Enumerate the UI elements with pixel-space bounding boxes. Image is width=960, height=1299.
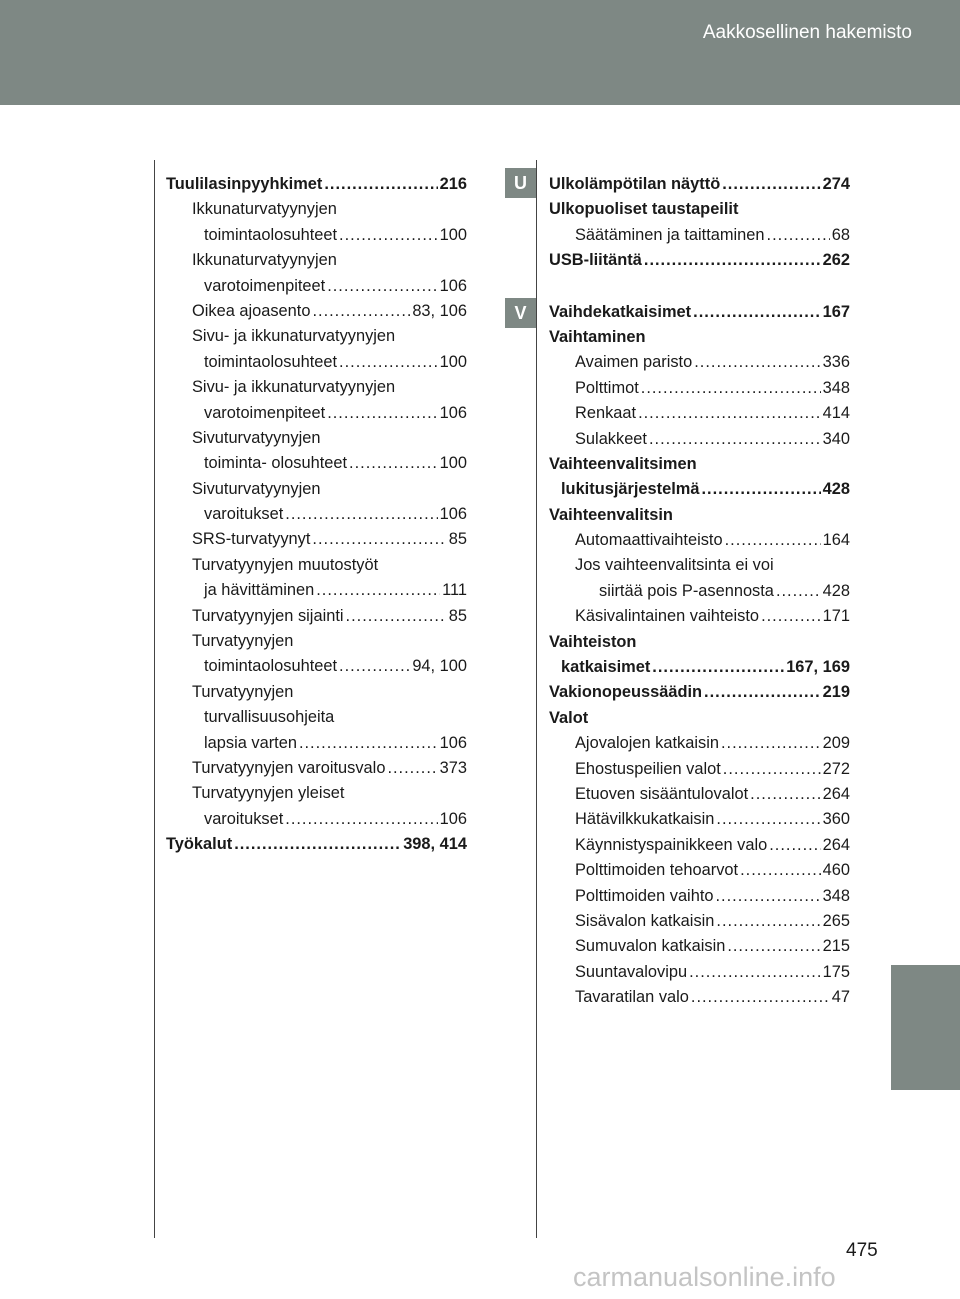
index-entry-label: Ulkolämpötilan näyttö — [549, 175, 721, 193]
header-title: Aakkosellinen hakemisto — [702, 22, 912, 43]
index-entry-label: Polttimot — [575, 378, 639, 397]
index-entry-label: Tuulilasinpyyhkimet — [166, 175, 323, 193]
index-entry-page: 111 — [442, 581, 467, 600]
index-entry-label: lukitusjärjestelmä — [561, 480, 700, 499]
dot-leader — [723, 757, 821, 782]
index-entry — [549, 655, 850, 680]
index-entry-label: Sisävalon katkaisin — [575, 911, 715, 930]
dot-leader — [694, 350, 820, 375]
dot-leader — [722, 172, 820, 197]
index-entry-label: ja hävittäminen — [204, 581, 315, 600]
index-entry-label: katkaisimet — [561, 658, 651, 677]
index-entry-label: Suuntavalovipu — [575, 962, 688, 981]
index-entry-label: toimintaolosuhteet — [204, 657, 338, 676]
index-entry-label: Vaihteiston — [549, 632, 637, 651]
index-entry-page: 100 — [439, 225, 467, 244]
dot-leader — [721, 731, 821, 756]
dot-leader — [740, 858, 821, 883]
index-entry-label: toiminta- olosuhteet — [204, 454, 348, 473]
index-entry-label: Hätävilkkukatkaisin — [575, 810, 715, 829]
index-entry-label: varotoimenpiteet — [204, 276, 326, 295]
index-entry-page: 360 — [822, 810, 850, 829]
index-entry — [549, 553, 850, 578]
index-entry — [549, 680, 850, 705]
index-entry-page: 106 — [439, 809, 467, 828]
index-entry-label: Käsivalintainen vaihteisto — [575, 607, 760, 626]
index-entry-label: Jos vaihteenvalitsinta ei voi — [575, 556, 774, 575]
index-entry — [549, 325, 850, 350]
index-entry-page: 340 — [822, 429, 850, 448]
index-entry-page: 106 — [439, 276, 467, 295]
index-entry — [549, 300, 850, 325]
column-divider-middle — [536, 160, 537, 1238]
index-entry-label: Turvatyynyjen — [192, 632, 294, 651]
index-entry-page: 164 — [822, 531, 850, 550]
dot-leader — [652, 655, 784, 680]
index-entry-page: 264 — [822, 784, 850, 803]
index-entry — [166, 248, 467, 273]
index-entry — [549, 477, 850, 502]
index-entry — [166, 274, 467, 299]
index-entry — [166, 781, 467, 806]
index-entry — [166, 756, 467, 781]
index-entry — [166, 578, 467, 603]
index-entry-label: Turvatyynyjen — [192, 682, 294, 701]
index-entry — [549, 833, 850, 858]
index-entry-label: Polttimoiden tehoarvot — [575, 861, 739, 880]
index-entry — [549, 223, 850, 248]
chapter-side-tab — [891, 965, 960, 1090]
index-entry-page: 47 — [831, 988, 850, 1007]
dot-leader — [312, 299, 410, 324]
index-entry-page: 106 — [439, 733, 467, 752]
index-entry-label: Avaimen paristo — [575, 353, 693, 372]
dot-leader — [644, 248, 821, 273]
dot-leader — [641, 376, 821, 401]
dot-leader — [689, 960, 821, 985]
index-entry-label: Ehostuspeilien valot — [575, 759, 721, 778]
dot-leader — [324, 172, 437, 197]
index-entry — [166, 680, 467, 705]
index-entry — [549, 274, 850, 300]
index-entry-page: 348 — [822, 886, 850, 905]
dot-leader — [693, 300, 821, 325]
index-entry-label: Polttimoiden vaihto — [575, 886, 714, 905]
index-column-right — [549, 172, 850, 1011]
index-entry — [549, 604, 850, 629]
index-entry — [166, 375, 467, 400]
page-number: 475 — [846, 1240, 878, 1261]
index-entry — [166, 604, 467, 629]
index-entry-label: turvallisuusohjeita — [204, 708, 335, 727]
index-entry — [166, 401, 467, 426]
index-entry-page: 94, 100 — [412, 657, 467, 676]
dot-leader — [234, 832, 401, 857]
dot-leader — [327, 274, 437, 299]
index-entry-label: Ikkunaturvatyynyjen — [192, 200, 337, 219]
dot-leader — [716, 909, 820, 934]
dot-leader — [346, 604, 447, 629]
index-entry-label: Oikea ajoasento — [192, 301, 311, 320]
index-entry-label: USB-liitäntä — [549, 251, 642, 270]
index-entry — [549, 858, 850, 883]
index-entry — [549, 782, 850, 807]
index-column-left — [166, 172, 467, 858]
index-entry-label: Tavaratilan valo — [575, 988, 689, 1007]
index-entry-label: Sivu- ja ikkunaturvatyynyjen — [192, 327, 396, 346]
index-entry-page: 100 — [439, 352, 467, 371]
dot-leader — [716, 807, 820, 832]
index-entry-label: toimintaolosuhteet — [204, 352, 338, 371]
dot-leader — [761, 604, 821, 629]
dot-leader — [312, 527, 446, 552]
dot-leader — [349, 451, 438, 476]
index-entry-label: lapsia varten — [204, 733, 297, 752]
index-entry-label: toimintaolosuhteet — [204, 225, 338, 244]
index-entry-label: Etuoven sisääntulovalot — [575, 784, 749, 803]
index-entry-label: Turvatyynyjen yleiset — [192, 784, 345, 803]
dot-leader — [691, 985, 830, 1010]
index-entry — [549, 197, 850, 222]
column-divider-left — [154, 160, 155, 1238]
index-entry-page: 428 — [822, 581, 850, 600]
index-entry-page: 171 — [822, 607, 850, 626]
index-entry-label: Automaattivaihteisto — [575, 531, 723, 550]
index-entry — [549, 452, 850, 477]
index-entry-label: Sivuturvatyynyjen — [192, 479, 321, 498]
index-entry-page: 264 — [822, 835, 850, 854]
index-entry-label: Ajovalojen katkaisin — [575, 734, 719, 753]
index-entry-label: varoitukset — [204, 809, 284, 828]
index-entry — [166, 223, 467, 248]
dot-leader — [704, 680, 821, 705]
index-entry — [549, 884, 850, 909]
index-entry-label: Ulkopuoliset taustapeilit — [549, 200, 739, 219]
index-entry-page: 460 — [822, 861, 850, 880]
index-entry — [549, 172, 850, 197]
index-entry — [549, 757, 850, 782]
index-entry-page: 209 — [822, 734, 850, 753]
index-entry-page: 428 — [822, 480, 850, 499]
index-entry — [549, 503, 850, 528]
index-entry — [166, 705, 467, 730]
index-entry — [549, 376, 850, 401]
dot-leader — [716, 884, 821, 909]
index-entry-page: 83, 106 — [412, 301, 467, 320]
section-letter-v: V — [505, 298, 536, 328]
index-entry — [166, 654, 467, 679]
dot-leader — [285, 502, 437, 527]
index-entry-label: Renkaat — [575, 404, 637, 423]
dot-leader — [299, 731, 438, 756]
dot-leader — [387, 756, 437, 781]
index-entry — [549, 934, 850, 959]
index-entry-label: Turvatyynyjen muutostyöt — [192, 555, 379, 574]
dot-leader — [769, 833, 820, 858]
index-entry — [549, 528, 850, 553]
index-entry — [166, 477, 467, 502]
index-entry — [166, 731, 467, 756]
index-entry — [166, 324, 467, 349]
index-entry-label: Sivuturvatyynyjen — [192, 428, 321, 447]
index-entry — [166, 832, 467, 857]
dot-leader — [339, 350, 438, 375]
index-entry-page: 68 — [831, 225, 850, 244]
index-entry — [166, 502, 467, 527]
index-entry-page: 274 — [822, 175, 850, 193]
index-entry — [549, 909, 850, 934]
index-entry-label: Vaihteenvalitsin — [549, 505, 673, 524]
index-entry — [166, 299, 467, 324]
index-entry — [549, 248, 850, 273]
index-entry-label: Vaihteenvalitsimen — [549, 454, 697, 473]
index-entry-page: 373 — [439, 758, 467, 777]
index-entry — [549, 985, 850, 1010]
index-entry — [549, 427, 850, 452]
index-entry — [549, 960, 850, 985]
page-header — [0, 0, 960, 105]
index-entry-page: 398, 414 — [403, 835, 467, 854]
index-entry — [166, 451, 467, 476]
index-entry-label: varoitukset — [204, 505, 284, 524]
dot-leader — [649, 427, 821, 452]
dot-leader — [750, 782, 821, 807]
index-entry-page: 106 — [439, 403, 467, 422]
index-entry-label: siirtää pois P-asennosta — [599, 581, 774, 600]
dot-leader — [725, 528, 821, 553]
index-entry-page: 414 — [822, 404, 850, 423]
index-entry-label: Sumuvalon katkaisin — [575, 937, 726, 956]
index-entry-page: 265 — [822, 911, 850, 930]
dot-leader — [727, 934, 820, 959]
index-entry-label: Turvatyynyjen sijainti — [192, 606, 344, 625]
index-entry-page: 336 — [822, 353, 850, 372]
index-entry-label: Työkalut — [166, 835, 233, 854]
index-entry-page: 85 — [448, 606, 467, 625]
index-entry — [166, 426, 467, 451]
index-entry-label: Vakionopeussäädin — [549, 683, 703, 702]
index-entry — [549, 350, 850, 375]
index-entry — [166, 553, 467, 578]
index-entry-page: 175 — [822, 962, 850, 981]
dot-leader — [285, 807, 437, 832]
index-entry-page: 167 — [822, 302, 850, 321]
section-letter-u: U — [505, 168, 536, 198]
index-entry — [166, 629, 467, 654]
index-entry-label: Sulakkeet — [575, 429, 647, 448]
dot-leader — [701, 477, 820, 502]
index-entry-page: 100 — [439, 454, 467, 473]
index-entry-label: Ikkunaturvatyynyjen — [192, 251, 337, 270]
index-entry-label: Säätäminen ja taittaminen — [575, 225, 765, 244]
dot-leader — [339, 654, 410, 679]
index-entry — [166, 172, 467, 197]
index-entry-page: 348 — [822, 378, 850, 397]
index-entry-label: Vaihdekatkaisimet — [549, 302, 692, 321]
index-entry — [549, 731, 850, 756]
index-entry-label: Käynnistyspainikkeen valo — [575, 835, 768, 854]
index-entry-page: 215 — [822, 937, 850, 956]
index-entry — [549, 579, 850, 604]
index-entry-label: Vaihtaminen — [549, 327, 646, 346]
index-entry — [166, 197, 467, 222]
index-entry-label: SRS-turvatyynyt — [192, 530, 311, 549]
index-entry-page: 219 — [822, 683, 850, 702]
dot-leader — [327, 401, 437, 426]
index-entry-page: 272 — [822, 759, 850, 778]
index-entry — [549, 807, 850, 832]
index-entry-label: varotoimenpiteet — [204, 403, 326, 422]
index-entry — [549, 706, 850, 731]
index-entry — [166, 807, 467, 832]
dot-leader — [339, 223, 438, 248]
index-entry-label: Sivu- ja ikkunaturvatyynyjen — [192, 378, 396, 397]
index-entry — [549, 401, 850, 426]
index-entry-page: 167, 169 — [786, 658, 850, 677]
index-entry — [549, 630, 850, 655]
index-entry-label: Valot — [549, 708, 589, 727]
dot-leader — [638, 401, 821, 426]
dot-leader — [316, 578, 440, 603]
index-entry — [166, 350, 467, 375]
index-entry-page: 262 — [822, 251, 850, 270]
index-entry-page: 106 — [439, 505, 467, 524]
dot-leader — [776, 579, 821, 604]
index-entry — [166, 527, 467, 552]
index-entry-label: Turvatyynyjen varoitusvalo — [192, 758, 386, 777]
index-entry-page: 85 — [448, 530, 467, 549]
watermark: carmanualsonline.info — [573, 1262, 836, 1292]
dot-leader — [767, 223, 830, 248]
index-entry-page: 216 — [439, 175, 467, 193]
